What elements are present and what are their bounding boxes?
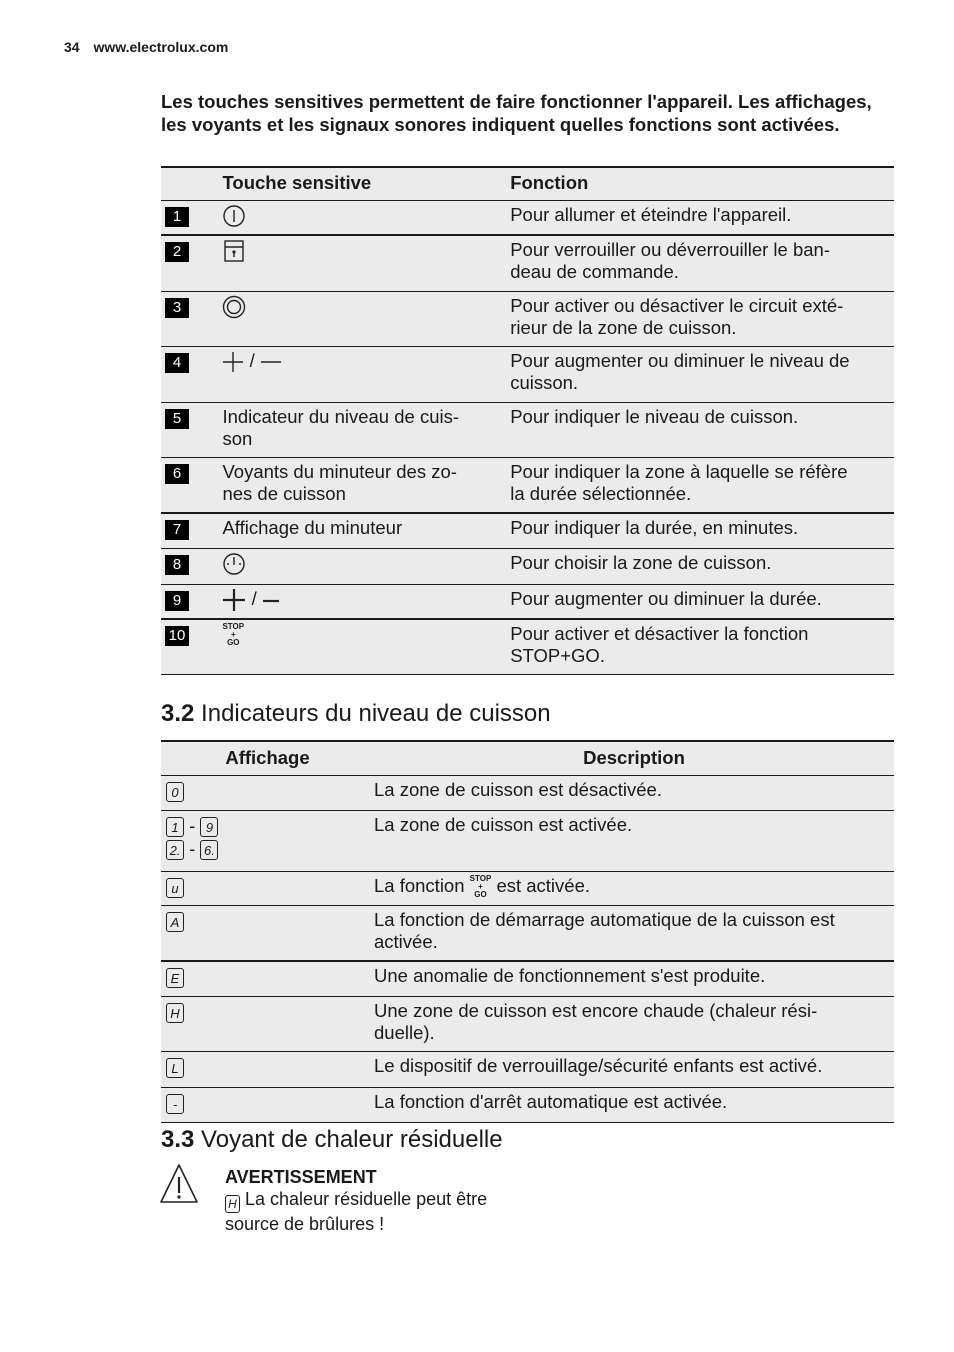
section-title: Indicateurs du niveau de cuisson	[201, 700, 551, 727]
stop-go-top: STOP	[222, 622, 245, 632]
display-symbol: A	[166, 912, 184, 932]
section-3-2-heading	[161, 700, 551, 728]
table-row	[161, 346, 894, 402]
function-text: Pour activer et désactiver la fonction STOP+GO.	[510, 623, 809, 666]
function-text: Pour activer ou désactiver le circuit exté- rieur de la zone de cuisson.	[510, 294, 844, 338]
display-symbol: 6.	[200, 840, 218, 860]
section-3-3-heading	[161, 1126, 503, 1154]
table-row	[161, 871, 894, 905]
row-number: 3	[165, 298, 189, 318]
description-text: La fonction de démarrage automatique de la cuisson est activée.	[374, 908, 835, 952]
stop-go-icon	[222, 623, 244, 647]
row-number: 2	[165, 242, 189, 262]
separator: /	[251, 587, 257, 609]
display-table	[161, 740, 894, 1123]
description-text: La fonction d'arrêt automatique est activée.	[374, 1090, 728, 1112]
display-symbol: 9	[200, 817, 218, 837]
stop-go-icon	[470, 875, 492, 899]
description-text: Une anomalie de fonctionnement s'est produite.	[374, 965, 766, 986]
stop-go-bottom: GO	[227, 638, 240, 648]
section-number: 3.2	[161, 700, 195, 727]
function-text: Pour augmenter ou diminuer la durée.	[510, 587, 822, 609]
range-separator: -	[189, 814, 196, 836]
row-number: 10	[165, 626, 189, 646]
function-text: Pour indiquer la durée, en minutes.	[510, 517, 799, 538]
table-row	[161, 457, 894, 513]
warning-triangle-icon	[159, 1163, 199, 1205]
row-number: 9	[165, 591, 189, 611]
row-number: 1	[165, 207, 189, 227]
plus-bold-icon	[222, 588, 246, 612]
sensor-text: Affichage du minuteur	[222, 517, 403, 538]
row-number: 6	[165, 464, 189, 484]
function-text: Pour augmenter ou diminuer le niveau de cuisson.	[510, 349, 850, 393]
sensor-text: Voyants du minuteur des zo- nes de cuisson	[222, 460, 457, 504]
description-before: La fonction	[374, 874, 465, 896]
col-description: Description	[583, 747, 685, 768]
warning-body	[225, 1188, 525, 1235]
separator: /	[249, 349, 255, 371]
plus-icon	[222, 351, 244, 373]
sensor-text: Indicateur du niveau de cuis- son	[222, 405, 460, 449]
table-row	[161, 996, 894, 1051]
col-function: Fonction	[510, 172, 589, 193]
stop-go-plus: +	[230, 630, 236, 640]
table-row	[161, 619, 894, 674]
description-after: est activée.	[496, 874, 591, 896]
function-text: Pour verrouiller ou déverrouiller le ban- deau de commande.	[510, 239, 830, 282]
timer-select-icon	[222, 552, 246, 576]
section-title: Voyant de chaleur résiduelle	[201, 1126, 503, 1153]
description-text	[374, 871, 894, 905]
warning-block	[225, 1166, 525, 1235]
display-symbol: -	[166, 1094, 184, 1114]
page-number: 34	[64, 39, 80, 55]
display-symbol: H	[166, 1003, 184, 1023]
power-icon	[222, 204, 246, 228]
table-row	[161, 1087, 894, 1122]
table-row	[161, 548, 894, 584]
table-row	[161, 200, 894, 235]
section-number: 3.3	[161, 1126, 195, 1153]
display-symbol: L	[166, 1058, 184, 1078]
dual-zone-icon	[222, 295, 246, 319]
intro-paragraph: Les touches sensitives permettent de faire fonctionner l'appareil. Les affichages, les voyants et les signaux sonores indiquent quelles fonctions sont activées.	[161, 91, 872, 135]
table-row	[161, 235, 894, 291]
description-text: La zone de cuisson est désactivée.	[374, 778, 662, 800]
table-row	[161, 513, 894, 548]
table-row	[161, 402, 894, 457]
lock-icon	[222, 239, 246, 263]
col-display: Affichage	[225, 747, 310, 768]
row-number: 5	[165, 409, 189, 429]
warning-title: AVERTISSEMENT	[225, 1167, 377, 1187]
row-number: 7	[165, 520, 189, 540]
function-text: Pour allumer et éteindre l'appareil.	[510, 203, 792, 225]
table-row	[161, 291, 894, 346]
website: www.electrolux.com	[93, 39, 229, 55]
row-number: 8	[165, 555, 189, 575]
function-text: Pour indiquer la zone à laquelle se réfère la durée sélectionnée.	[510, 460, 848, 504]
stop-go-top: STOP	[469, 873, 492, 883]
description-text: Une zone de cuisson est encore chaude (chaleur rési- duelle).	[374, 999, 818, 1043]
function-text: Pour choisir la zone de cuisson.	[510, 551, 772, 573]
sensor-table	[161, 166, 894, 675]
range-separator: -	[189, 837, 196, 859]
table-row	[161, 961, 894, 996]
display-symbol: 0	[166, 782, 184, 802]
table-header	[161, 741, 894, 775]
display-symbol: 1	[166, 817, 184, 837]
col-sensor: Touche sensitive	[222, 172, 372, 193]
function-text: Pour indiquer le niveau de cuisson.	[510, 405, 799, 427]
minus-bold-icon	[262, 589, 280, 611]
table-row	[161, 810, 894, 871]
table-row	[161, 584, 894, 619]
stop-go-plus: +	[478, 881, 483, 891]
description-text: La zone de cuisson est activée.	[374, 813, 633, 835]
table-row	[161, 905, 894, 961]
display-symbol: u	[166, 878, 184, 898]
display-symbol: 2.	[166, 840, 184, 860]
minus-icon	[260, 351, 282, 373]
row-number: 4	[165, 353, 189, 373]
warning-text: La chaleur résiduelle peut être source de brûlures !	[225, 1189, 488, 1234]
display-symbol: E	[166, 968, 184, 988]
display-symbol: H	[225, 1195, 240, 1213]
table-header	[161, 167, 894, 200]
table-row	[161, 775, 894, 810]
table-row	[161, 1051, 894, 1087]
stop-go-bottom: GO	[474, 889, 487, 899]
description-text: Le dispositif de verrouillage/sécurité enfants est activé.	[374, 1054, 823, 1076]
page-header	[64, 39, 228, 55]
